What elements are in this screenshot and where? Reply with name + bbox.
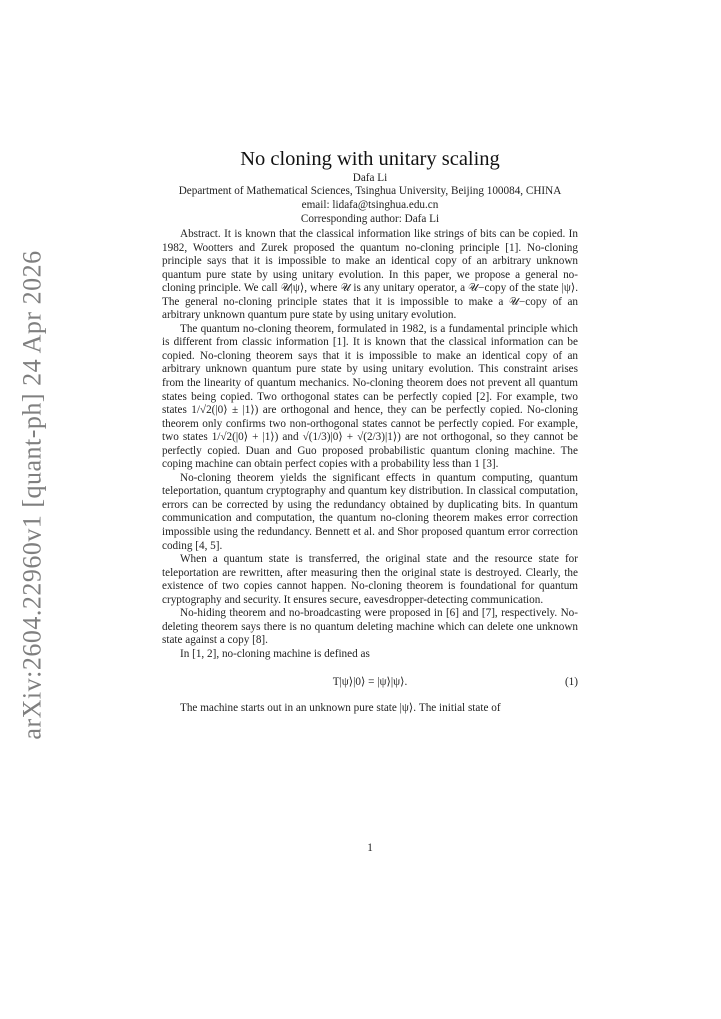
body-paragraph-6: The machine starts out in an unknown pure state |ψ⟩. The initial state of — [180, 701, 501, 714]
body-paragraph-5: In [1, 2], no-cloning machine is defined as — [180, 647, 370, 660]
author: Dafa Li — [352, 172, 388, 184]
body-paragraph-3: When a quantum state is transferred, the original state and the resource state for teleportation are rewritten, after measuring then the original state is destroyed. Clearly, the existence of two copies cannot happen. No-cloning theorem is foundational for quantum cryptography and security. It ensures secure, eavesdropper-detecting communication. — [162, 553, 578, 606]
affiliation: Department of Mathematical Sciences, Tsinghua University, Beijing 100084, CHINA — [178, 185, 562, 197]
arxiv-stamp — [8, 250, 58, 740]
equation-number: (1) — [564, 675, 578, 688]
body-paragraph-1: The quantum no-cloning theorem, formulated in 1982, is a fundamental principle which is different from classic information [1]. It is known that the classical information can be copied. No-cloning theorem says that it is impossible to make an identical copy of an arbitrary unknown quantum pure state by using unitary evolution. This constraint arises from the linearity of quantum mechanics. No-cloning theorem does not prevent all quantum states being copied. Two orthogonal states can be perfectly copied [2]. For example, two states 1/√2(|0⟩ ± |1⟩) are orthogonal and hence, they can be perfectly copied. No-cloning theorem only confirms two non-orthogonal states cannot be perfectly copied. For example, two states 1/√2(|0⟩ + |1⟩) and √(1/3)|0⟩ + √(2/3)|1⟩) are not orthogonal, so they cannot be perfectly copied. Duan and Guo proposed probabilistic quantum cloning machine. The coping machine can obtain perfect copies with a probability less than 1 [3]. — [162, 322, 578, 471]
body-text — [162, 228, 578, 715]
equation-1 — [162, 672, 578, 698]
page-number: 1 — [367, 842, 373, 854]
equation-expression: T|ψ⟩|0⟩ = |ψ⟩|ψ⟩. — [332, 675, 408, 688]
abstract-paragraph: Abstract. It is known that the classical information like strings of bits can be copied. In 1982, Wootters and Zurek proposed the quantum no-cloning principle [1]. No-cloning principle says that it is impossible to make an identical copy of an arbitrary unknown quantum pure state by using unitary evolution. In this paper, we propose a general no-cloning principle. We call 𝒰|ψ⟩, where 𝒰 is any unitary operator, a 𝒰−copy of the state |ψ⟩. The general no-cloning principle states that it is impossible to make a 𝒰−copy of an arbitrary unknown quantum pure state by using unitary evolution. — [162, 228, 578, 322]
email: email: lidafa@tsinghua.edu.cn — [301, 199, 439, 211]
body-paragraph-4: No-hiding theorem and no-broadcasting were proposed in [6] and [7], respectively. No-deleting theorem says there is no quantum deleting machine which can delete one unknown state against a copy [8]. — [162, 607, 578, 647]
body-paragraph-2: No-cloning theorem yields the significant effects in quantum computing, quantum teleportation, quantum cryptography and quantum key distribution. In classical computation, errors can be corrected by using the redundancy obtained by duplicating bits. In quantum communication and computation, the quantum no-cloning theorem makes error correction impossible using the redundancy. Bennett et al. and Shor proposed quantum error correction coding [4, 5]. — [162, 471, 578, 552]
arxiv-stamp-text: arXiv:2604.22960v1 [quant-ph] 24 Apr 2026 — [18, 250, 48, 740]
corresponding-author: Corresponding author: Dafa Li — [300, 213, 440, 225]
paper-title: No cloning with unitary scaling — [240, 148, 500, 170]
